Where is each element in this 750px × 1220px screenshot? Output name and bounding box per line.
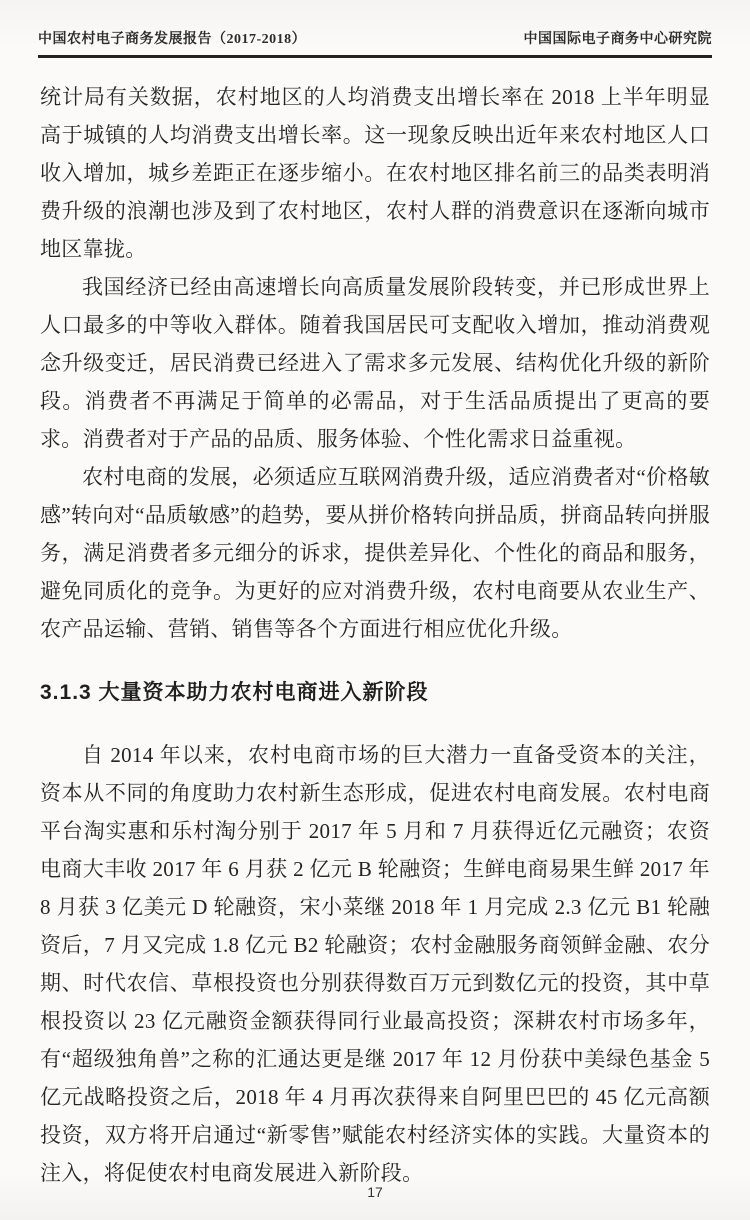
header-institute-name: 中国国际电子商务中心研究院	[523, 32, 712, 47]
section-heading-3-1-3: 3.1.3 大量资本助力农村电商进入新阶段	[40, 681, 429, 704]
document-body	[40, 78, 710, 1192]
paragraph-economy-transition: 我国经济已经由高速增长向高质量发展阶段转变，并已形成世界上人口最多的中等收入群体。随着我国居民可支配收入增加，推动消费观念升级变迁，居民消费已经进入了需求多元发展、结构优化升级的新阶段。消费者不再满足于简单的必需品，对于生活品质提出了更高的要求。消费者对于产品的品质、服务体验、个性化需求日益重视。	[40, 275, 710, 451]
page-footer	[0, 1184, 750, 1200]
paragraph-rural-ecommerce-upgrade: 农村电商的发展，必须适应互联网消费升级，适应消费者对“价格敏感”转向对“品质敏感”的趋势，要从拼价格转向拼品质，拼商品转向拼服务，满足消费者多元细分的诉求，提供差异化、个性化的商品和服务，避免同质化的竞争。为更好的应对消费升级，农村电商要从农业生产、农产品运输、营销、销售等各个方面进行相应优化升级。	[40, 465, 710, 641]
page-header	[38, 28, 712, 58]
paragraph-consumption-growth: 统计局有关数据，农村地区的人均消费支出增长率在 2018 上半年明显高于城镇的人均消费支出增长率。这一现象反映出近年来农村地区人口收入增加，城乡差距正在逐步缩小。在农村地区排名前三的品类表明消费升级的浪潮也涉及到了农村地区，农村人群的消费意识在逐渐向城市地区靠拢。	[40, 85, 710, 261]
paragraph-capital-investment: 自 2014 年以来，农村电商市场的巨大潜力一直备受资本的关注，资本从不同的角度助力农村新生态形成，促进农村电商发展。农村电商平台淘实惠和乐村淘分别于 2017 年 5 月和 7 月获得近亿元融资；农资电商大丰收 2017 年 6 月获 2 亿元 B 轮融资；生鲜电商易果生鲜 2017 年 8 月获 3 亿美元 D 轮融资，宋小菜继 2018 年 1 月完成 2.3 亿元 B1 轮融资后，7 月又完成 1.8 亿元 B2 轮融资；农村金融服务商领鲜金融、农分期、时代农信、草根投资也分别获得数百万元到数亿元的投资，其中草根投资以 23 亿元融资金额获得同行业最高投资；深耕农村市场多年，有“超级独角兽”之称的汇通达更是继 2017 年 12 月份获中美绿色基金 5 亿元战略投资之后，2018 年 4 月再次获得来自阿里巴巴的 45 亿元高额投资，双方将开启通过“新零售”赋能农村经济实体的实践。大量资本的注入，将促使农村电商发展进入新阶段。	[40, 743, 710, 1185]
page-number: 17	[367, 1184, 383, 1200]
header-report-title: 中国农村电子商务发展报告（2017-2018）	[38, 32, 307, 47]
